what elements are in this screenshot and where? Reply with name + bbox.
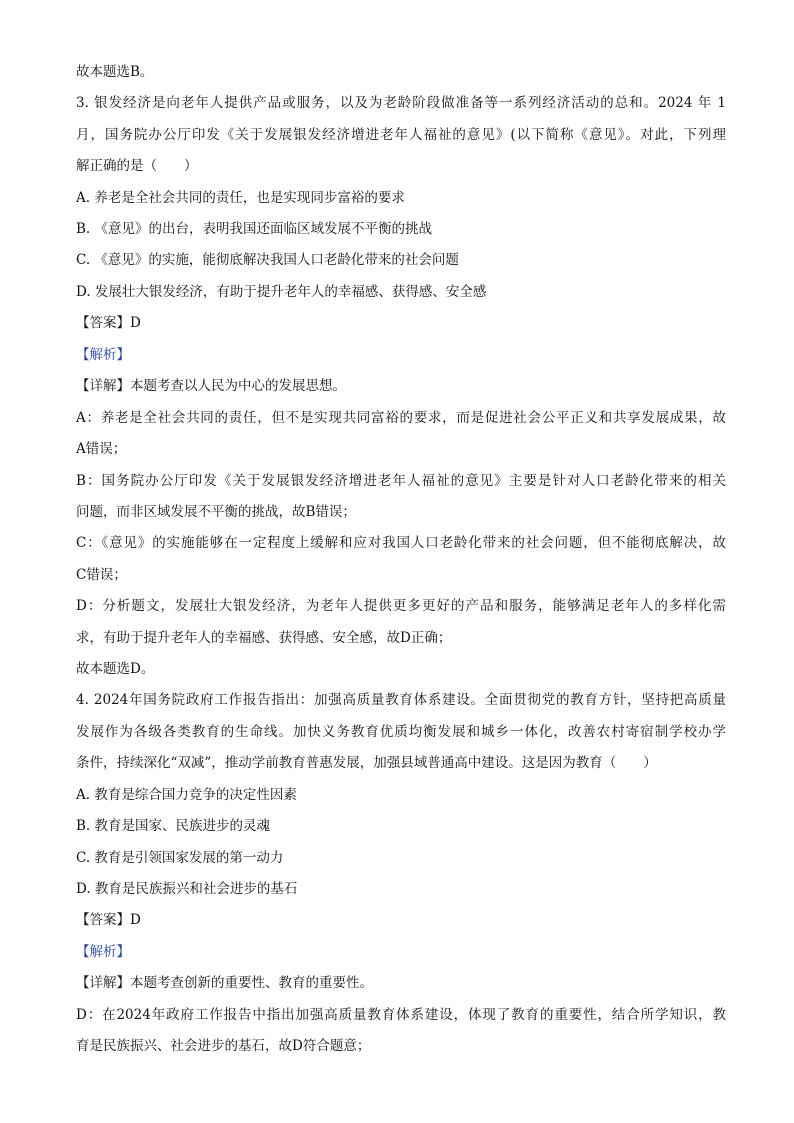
q3-explain-d-line-1: D：分析题文，发展壮大银发经济，为老年人提供更多更好的产品和服务，能够满足老年人的多样化需 (76, 598, 726, 614)
q4-stem-line-3: 条件，持续深化“双减”，推动学前教育普惠发展，加强县域普通高中建设。这是因为教育（ ） (76, 755, 657, 771)
q4-analysis-heading: 【解析】 (76, 944, 130, 960)
q3-explain-c-line-2: C错误； (76, 567, 127, 583)
q4-detail-heading: 【详解】本题考查创新的重要性、教育的重要性。 (76, 975, 373, 991)
q4-option-c: C. 教育是引领国家发展的第一动力 (76, 850, 284, 866)
q3-detail-heading: 【详解】本题考查以人民为中心的发展思想。 (76, 378, 346, 394)
q4-stem-line-1: 4. 2024年国务院政府工作报告指出：加强高质量教育体系建设。全面贯彻党的教育方针，坚持把高质量 (76, 692, 726, 708)
q4-option-d: D. 教育是民族振兴和社会进步的基石 (76, 881, 298, 897)
q3-option-c: C. 《意见》的实施，能彻底解决我国人口老龄化带来的社会问题 (76, 252, 459, 268)
q3-stem-line-3: 解正确的是（ ） (76, 158, 198, 174)
q4-option-b: B. 教育是国家、民族进步的灵魂 (76, 818, 271, 834)
q3-stem-line-2: 月，国务院办公厅印发《关于发展银发经济增进老年人福祉的意见》(以下简称《意见》。对此，下列理 (76, 127, 726, 143)
conclusion-q3: 故本题选D。 (76, 661, 155, 677)
q3-explain-c-line-1: C：《意见》的实施能够在一定程度上缓解和应对我国人口老龄化带来的社会问题，但不能彻底解决，故 (76, 535, 726, 551)
q3-explain-a-line-1: A：养老是全社会共同的责任，但不是实现共同富裕的要求，而是促进社会公平正义和共享发展成果，故 (76, 410, 726, 426)
q3-explain-b-line-2: 问题，而非区域发展不平衡的挑战，故B错误； (76, 504, 356, 520)
q3-option-d: D. 发展壮大银发经济，有助于提升老年人的幸福感、获得感、安全感 (76, 284, 487, 300)
q4-option-a: A. 教育是综合国力竞争的决定性因素 (76, 787, 297, 803)
q4-answer: 【答案】D (76, 912, 141, 928)
q3-stem-line-1: 3. 银发经济是向老年人提供产品或服务，以及为老龄阶段做准备等一系列经济活动的总和。2024 年 1 (76, 95, 726, 111)
q3-explain-a-line-2: A错误； (76, 441, 127, 457)
q3-answer: 【答案】D (76, 315, 141, 331)
q3-explain-d-line-2: 求，有助于提升老年人的幸福感、获得感、安全感，故D正确； (76, 630, 452, 646)
q4-explain-d-line-1: D：在2024年政府工作报告中指出加强高质量教育体系建设，体现了教育的重要性，结合所学知识，教 (76, 1007, 726, 1023)
q3-analysis-heading: 【解析】 (76, 347, 130, 363)
conclusion-q2: 故本题选B。 (76, 64, 154, 80)
q4-stem-line-2: 发展作为各级各类教育的生命线。加快义务教育优质均衡发展和城乡一体化，改善农村寄宿制学校办学 (76, 724, 726, 740)
q3-option-b: B. 《意见》的出台，表明我国还面临区域发展不平衡的挑战 (76, 221, 433, 237)
q3-option-a: A. 养老是全社会共同的责任，也是实现同步富裕的要求 (76, 190, 405, 206)
q4-explain-d-line-2: 育是民族振兴、社会进步的基石，故D符合题意； (76, 1038, 371, 1054)
q3-explain-b-line-1: B：国务院办公厅印发《关于发展银发经济增进老年人福祉的意见》主要是针对人口老龄化带来的相关 (76, 473, 726, 489)
